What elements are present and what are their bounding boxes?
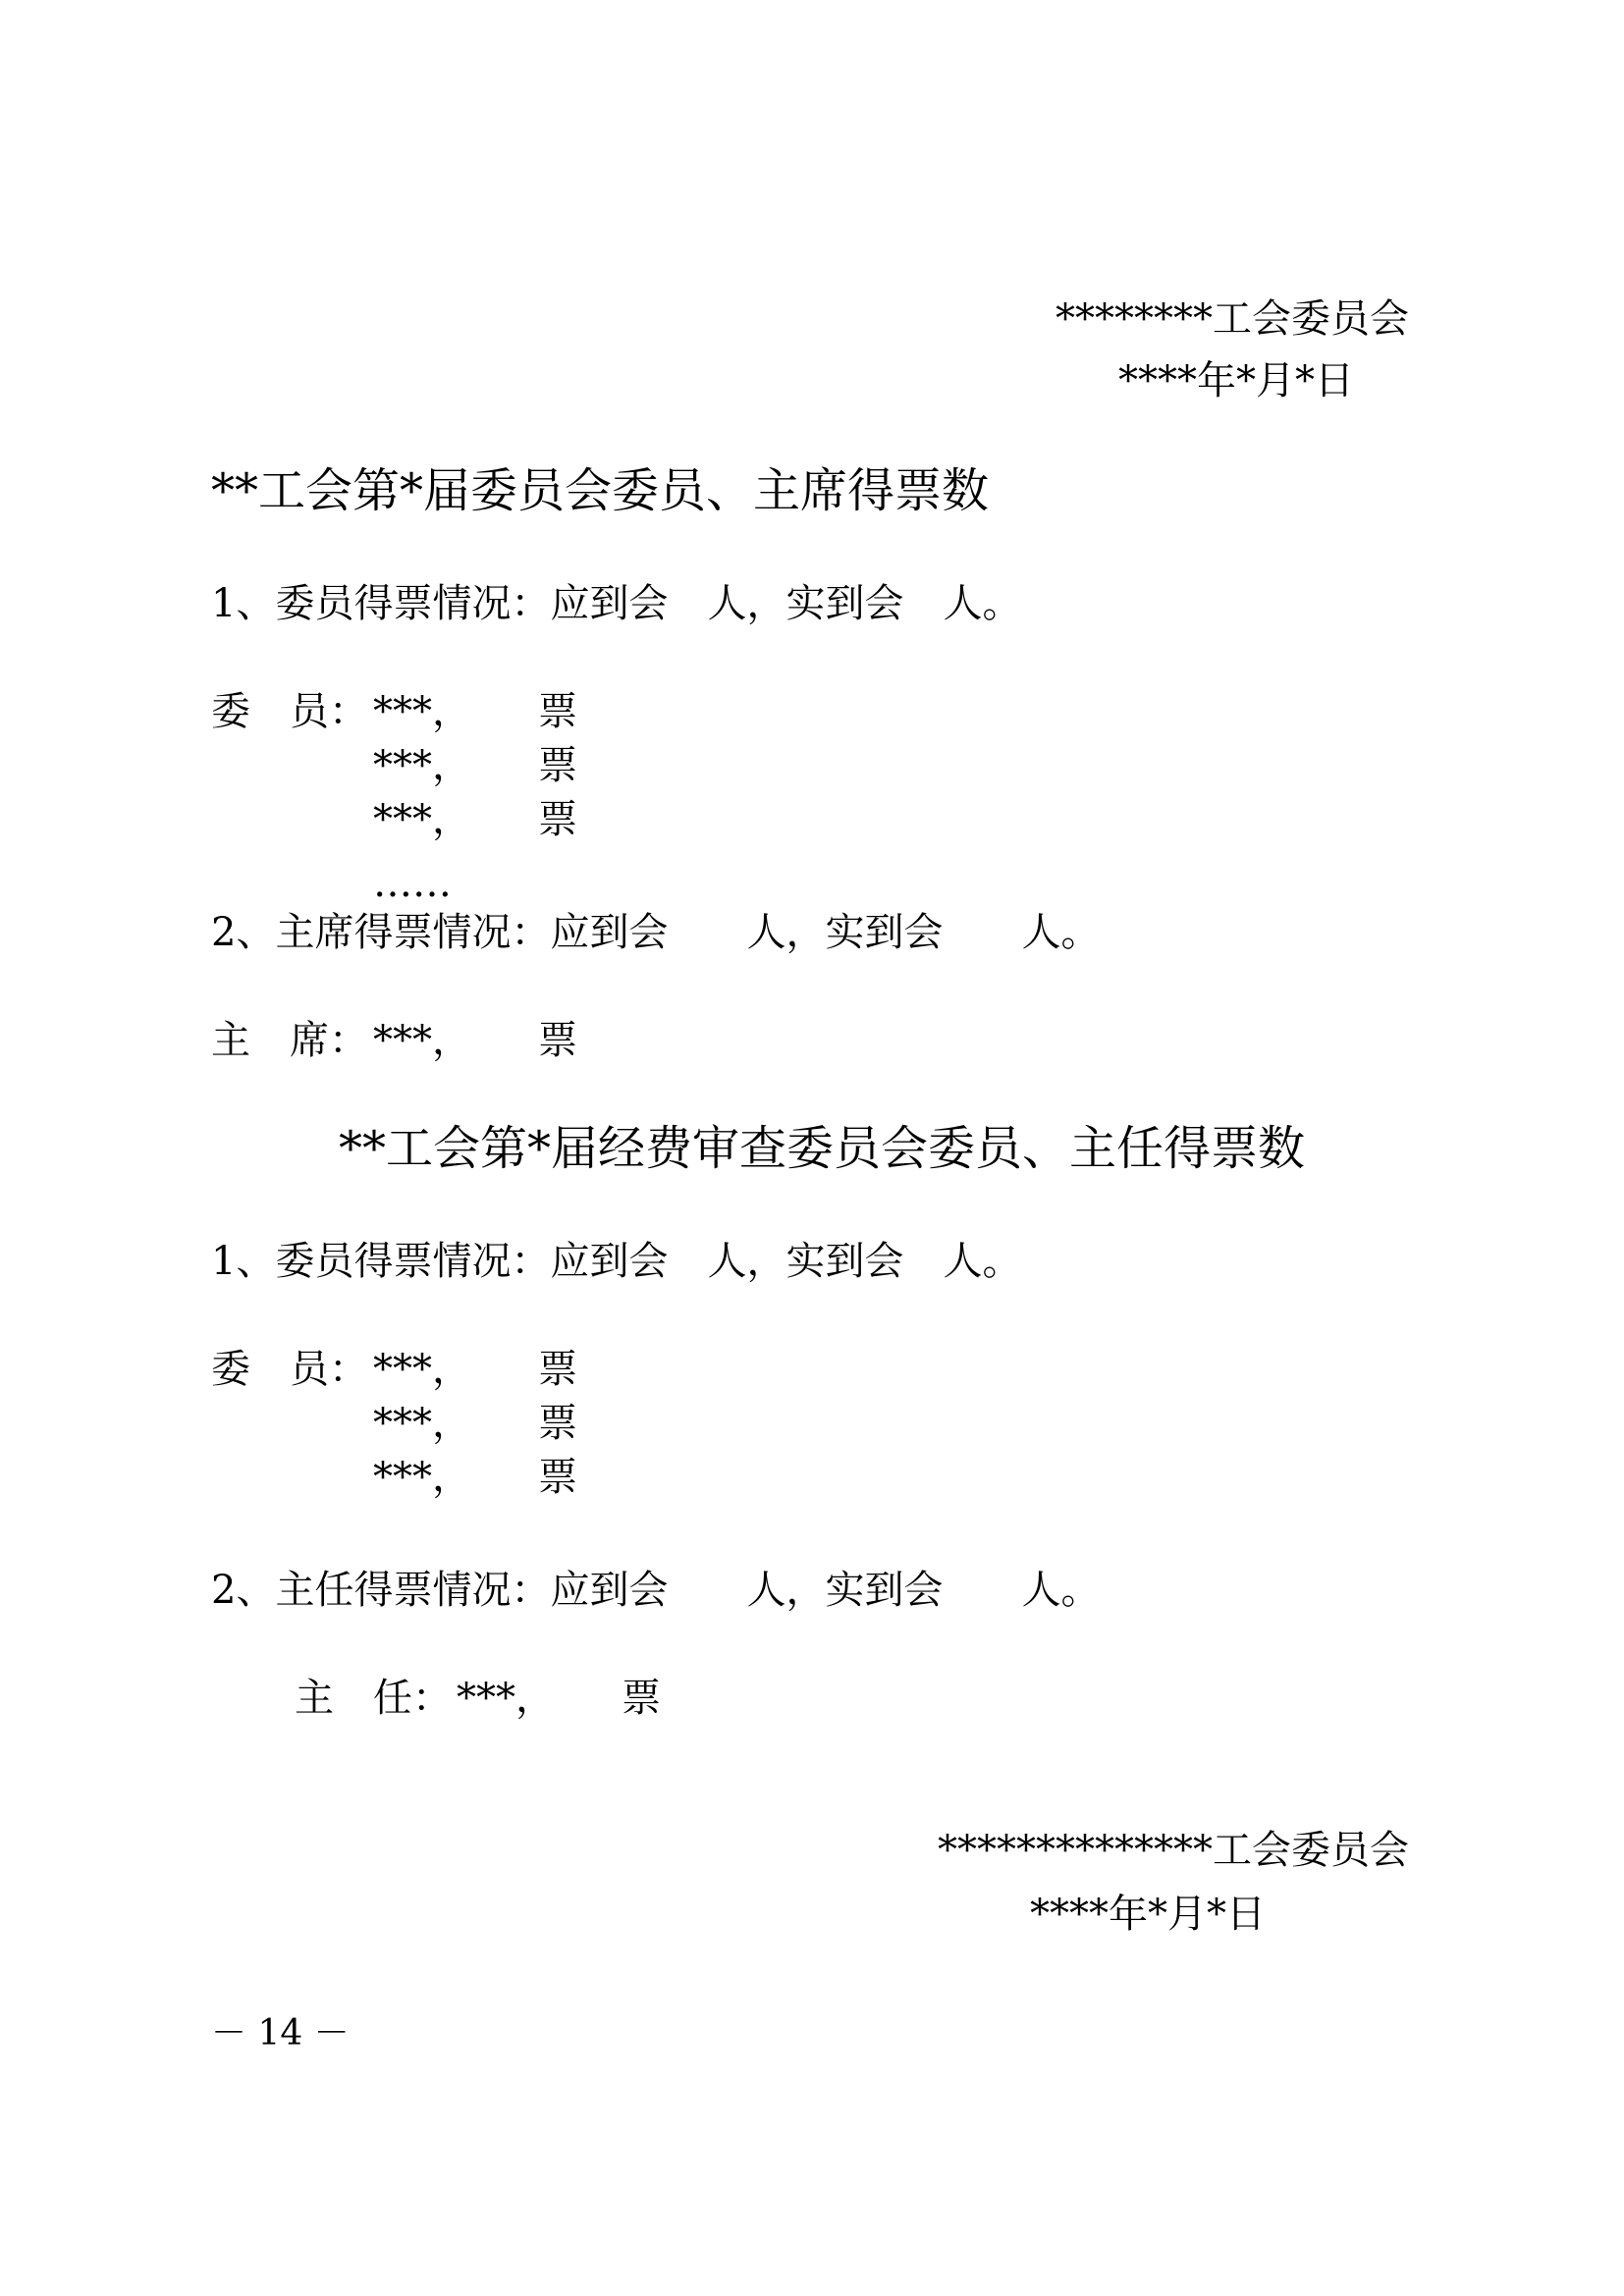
section2-title: **工会第*届经费审查委员会委员、主任得票数 bbox=[339, 1121, 1306, 1176]
top-signature-date: ****年*月*日 bbox=[1118, 358, 1354, 403]
section2-director-name: ***， bbox=[457, 1676, 555, 1721]
section2-member-votes: 票 bbox=[538, 1401, 577, 1446]
section1-chair-label: 主 席： bbox=[211, 1018, 368, 1063]
section2-members-label: 委 员： bbox=[211, 1347, 368, 1392]
section1-member-name: ***， bbox=[373, 689, 471, 734]
section2-members-vote-line: 1、委员得票情况：应到会 人，实到会 人。 bbox=[211, 1239, 1022, 1284]
section1-member-name: ***， bbox=[373, 743, 471, 788]
section2-director-label: 主 任： bbox=[295, 1676, 452, 1721]
section2-member-name: ***， bbox=[373, 1401, 471, 1446]
section2-director-vote-line: 2、主任得票情况：应到会 人，实到会 人。 bbox=[211, 1568, 1101, 1613]
section1-chair-name: ***， bbox=[373, 1018, 471, 1063]
section1-member-votes: 票 bbox=[538, 743, 577, 788]
section1-ellipsis: …… bbox=[373, 861, 452, 906]
section1-members-label: 委 员： bbox=[211, 689, 368, 734]
bottom-signature-organization: **************工会委员会 bbox=[938, 1828, 1409, 1873]
section1-chair-vote-line: 2、主席得票情况：应到会 人，实到会 人。 bbox=[211, 910, 1101, 955]
top-signature-organization: ********工会委员会 bbox=[1056, 296, 1409, 342]
section1-member-votes: 票 bbox=[538, 797, 577, 842]
section1-chair-votes: 票 bbox=[538, 1018, 577, 1063]
section2-member-votes: 票 bbox=[538, 1347, 577, 1392]
section1-member-name: ***， bbox=[373, 797, 471, 842]
section2-member-name: ***， bbox=[373, 1347, 471, 1392]
section2-director-votes: 票 bbox=[622, 1676, 661, 1721]
section1-title: **工会第*届委员会委员、主席得票数 bbox=[211, 463, 990, 518]
section2-member-votes: 票 bbox=[538, 1455, 577, 1500]
section1-members-vote-line: 1、委员得票情况：应到会 人，实到会 人。 bbox=[211, 581, 1022, 626]
section1-member-votes: 票 bbox=[538, 689, 577, 734]
page-number: － 14 － bbox=[211, 2013, 350, 2054]
section2-member-name: ***， bbox=[373, 1455, 471, 1500]
bottom-signature-date: ****年*月*日 bbox=[1030, 1892, 1266, 1937]
